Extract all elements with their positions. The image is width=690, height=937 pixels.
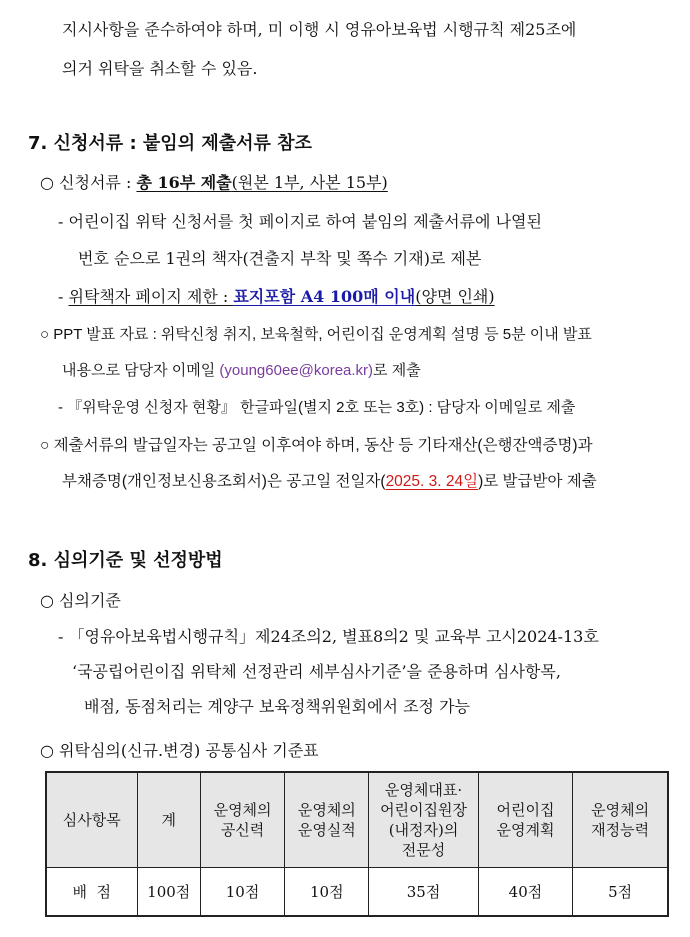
table-header-row: [46, 772, 668, 868]
section-7-item-1: [40, 173, 388, 193]
row-label: 배 점: [46, 868, 137, 917]
contact-email-link[interactable]: (young60ee@korea.kr): [219, 362, 374, 379]
criteria-table-title: ○ 위탁심의(신규.변경) 공통심사 기준표: [40, 741, 319, 760]
score-performance: 10점: [285, 868, 369, 917]
item-1-prefix: ○ 신청서류 :: [40, 173, 137, 192]
table-row: [46, 868, 668, 917]
header-text: 운영계획: [496, 821, 555, 839]
section-7-item-2-line-2: [62, 361, 421, 381]
sub-2-duplex: (양면 인쇄): [415, 287, 495, 306]
item-1-sub-1-line-1: - 어린이집 위탁 신청서를 첫 페이지로 하여 붙임의 제출서류에 나열된: [58, 212, 542, 231]
header-cell-credibility: [200, 772, 284, 868]
header-cell-finance: [573, 772, 668, 868]
header-cell-expertise: [369, 772, 478, 868]
item-1-sub-2: [58, 287, 495, 307]
header-text: 계: [161, 811, 176, 829]
item-1-sub-1-line-2: 번호 순으로 1권의 책자(견출지 부착 및 쪽수 기재)로 제본: [78, 249, 482, 268]
section-7-item-2-line-1: ○ PPT 발표 자료 : 위탁신청 취지, 보육철학, 어린이집 운영계획 설명 등 5분 이내 발표: [40, 326, 592, 343]
section-8-sub-line-1: - 「영유아보육법시행규칙」제24조의2, 별표8의2 및 교육부 고시2024-13호: [58, 627, 599, 646]
header-text: (내정자)의: [388, 821, 459, 839]
item-3-text-b: )로 발급받아 제출: [478, 473, 597, 490]
section-8-sub-line-3: 배점, 동점처리는 계양구 보육정책위원회에서 조정 가능: [84, 697, 471, 716]
header-text: 운영체의: [591, 801, 650, 819]
sub-2-limit-value: 표지포함 A4 100매 이내: [233, 287, 416, 306]
header-text: 운영실적: [297, 821, 356, 839]
header-text: 전문성: [401, 841, 446, 859]
item-2-text-a: 내용으로 담당자 이메일: [62, 362, 220, 379]
section-7-item-3-line-2: [62, 472, 597, 492]
section-8-heading: 8. 심의기준 및 선정방법: [28, 550, 223, 571]
header-text: 공신력: [220, 821, 265, 839]
item-2-text-b: 로 제출: [373, 362, 421, 379]
criteria-table: [45, 771, 669, 917]
section-8-item-1: ○ 심의기준: [40, 591, 121, 610]
intro-line-1: 지시사항을 준수하여야 하며, 미 이행 시 영유아보육법 시행규칙 제25조에: [62, 20, 577, 39]
score-operation-plan: 40점: [478, 868, 573, 917]
header-text: 심사항목: [62, 811, 121, 829]
header-text: 재정능력: [591, 821, 650, 839]
header-cell-category: [46, 772, 137, 868]
header-text: 운영체의: [297, 801, 356, 819]
header-text: 어린이집: [496, 801, 555, 819]
item-3-text-a: 부채증명(개인정보신용조회서)은 공고일 전일자(: [62, 473, 386, 490]
sub-2-prefix: -: [58, 287, 69, 306]
header-cell-performance: [285, 772, 369, 868]
item-1-total: 총 16부 제출: [136, 173, 232, 192]
issue-date: 2025. 3. 24일: [385, 473, 479, 490]
header-cell-total: [137, 772, 200, 868]
section-8-sub-line-2: ‘국공립어린이집 위탁체 선정관리 세부심사기준’을 준용하며 심사항목,: [72, 662, 561, 681]
sub-2-limit-label: 위탁책자 페이지 제한 :: [68, 287, 234, 306]
score-expertise: 35점: [369, 868, 478, 917]
item-1-breakdown: (원본 1부, 사본 15부): [231, 173, 388, 192]
score-finance: 5점: [573, 868, 668, 917]
section-7-heading: 7. 신청서류 : 붙임의 제출서류 참조: [28, 133, 312, 154]
section-7-item-3-line-1: ○ 제출서류의 발급일자는 공고일 이후여야 하며, 동산 등 기타재산(은행잔액증명)과: [40, 437, 593, 454]
header-text: 어린이집원장: [380, 801, 468, 819]
score-credibility: 10점: [200, 868, 284, 917]
score-total: 100점: [137, 868, 200, 917]
header-text: 운영체의: [213, 801, 272, 819]
header-cell-operation-plan: [478, 772, 573, 868]
intro-line-2: 의거 위탁을 취소할 수 있음.: [62, 59, 258, 78]
section-7-item-2-sub: - 『위탁운영 신청자 현황』 한글파일(별지 2호 또는 3호) : 담당자 이메일로 제출: [58, 399, 576, 416]
header-text: 운영체대표·: [384, 781, 463, 799]
